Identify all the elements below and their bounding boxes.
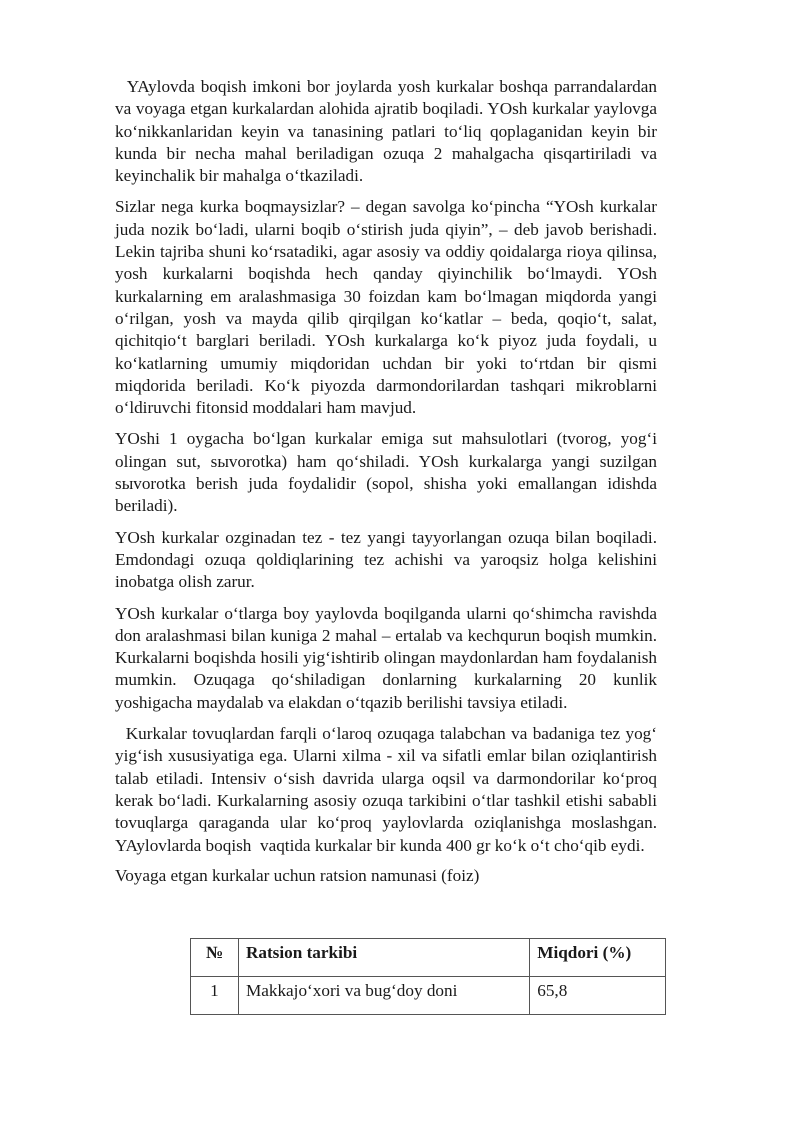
header-number: №	[191, 939, 239, 977]
document-body	[115, 76, 662, 886]
paragraph: Kurkalar tovuqlardan farqli o‘laroq ozuqaga talabchan va badaniga tez yog‘ yig‘ish xususiyatiga ega. Ularni xilma - xil va sifatli emlar bilan oziqlantirish talab etiladi. Intensiv o‘sish davrida ularga oqsil va darmondorilar ko‘proq kerak bo‘ladi. Kurkalarning asosiy ozuqa tarkibini o‘tlar tashkil etishi sababli tovuqlarga qaraganda ular ko‘proq yaylovlarda oziqlanishga moslashgan. YAylovlarda boqish vaqtida kurkalar bir kunda 400 gr ko‘k o‘t cho‘qib eydi.	[115, 724, 662, 855]
paragraph: YOshi 1 oygacha bo‘lgan kurkalar emiga sut mahsulotlari (tvorog, yog‘i olingan sut, sыvorotka) ham qo‘shiladi. YOsh kurkalarga yangi suzilgan sыvorotka berish juda foydalidir (sopol, shisha yoki emallangan idishda beriladi).	[115, 429, 657, 516]
paragraph: YAylovda boqish imkoni bor joylarda yosh kurkalar boshqa parrandalardan va voyaga etgan kurkalardan alohida ajratib boqiladi. YOsh kurkalar yaylovga ko‘nikkanlaridan keyin va tanasining patlari to‘liq qoplaganidan keyin bir kunda bir necha mahal beriladigan ozuqa 2 mahalgacha qisqartiriladi va keyinchalik bir mahalga o‘tkaziladi.	[115, 77, 662, 186]
cell-number: 1	[191, 977, 239, 1015]
table-header-row	[191, 939, 666, 977]
cell-composition: Makkajo‘xori va bug‘doy doni	[238, 977, 529, 1015]
header-composition: Ratsion tarkibi	[238, 939, 529, 977]
table-caption: Voyaga etgan kurkalar uchun ratsion namunasi (foiz)	[115, 865, 480, 885]
cell-amount: 65,8	[530, 977, 666, 1015]
table-row	[191, 977, 666, 1015]
header-amount: Miqdori (%)	[530, 939, 666, 977]
ratsion-table	[190, 938, 666, 1015]
paragraph: YOsh kurkalar o‘tlarga boy yaylovda boqilganda ularni qo‘shimcha ravishda don aralashmasi bilan kuniga 2 mahal – ertalab va kechqurun boqish mumkin. Kurkalarni boqishda hosili yig‘ishtirib olingan maydonlardan ham foydalanish mumkin. Ozuqaga qo‘shiladigan donlarning kurkalarning 20 kunlik yoshigacha maydalab va elakdan o‘tqazib berilishi tavsiya etiladi.	[115, 603, 657, 712]
paragraph: YOsh kurkalar ozginadan tez - tez yangi tayyorlangan ozuqa bilan boqiladi. Emdondagi ozuqa qoldiqlarining tez achishi va yaroqsiz holga kelishini inobatga olish zarur.	[115, 527, 657, 592]
paragraph: Sizlar nega kurka boqmaysizlar? – degan savolga ko‘pincha “YOsh kurkalar juda nozik bo‘ladi, ularni boqib o‘stirish juda qiyin”, – deb javob berishadi. Lekin tajriba shuni ko‘rsatadiki, agar asosiy va oddiy qoidalarga rioya qilinsa, yosh kurkalarni boqishda hech qanday qiyinchilik bo‘lmaydi. YOsh kurkalarning em aralashmasiga 30 foizdan kam bo‘lmagan miqdorda yangi o‘rilgan, yosh va mayda qilib qirqilgan ko‘katlar – beda, qoqio‘t, salat, qichitqio‘t barglari beriladi. YOsh kurkalarga ko‘k piyoz juda foydali, u ko‘katlarning umumiy miqdoridan uchdan bir yoki to‘rtdan bir qismi miqdorida beriladi. Ko‘k piyozda darmondorilardan tashqari mikroblarni o‘ldiruvchi fitonsid moddalari ham mavjud.	[115, 197, 657, 418]
